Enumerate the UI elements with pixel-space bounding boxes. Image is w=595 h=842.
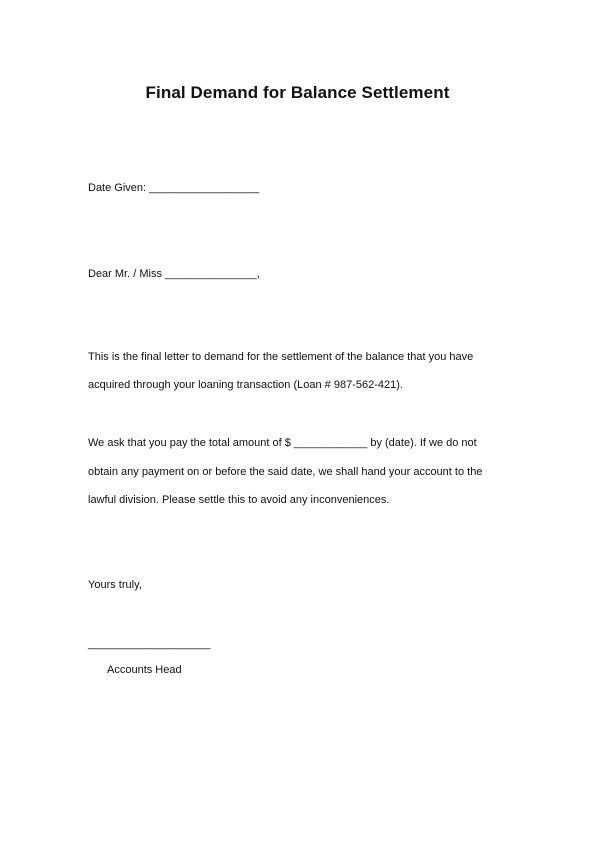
paragraph2-line-2: obtain any payment on or before the said date, we shall hand your account to the <box>88 466 483 478</box>
closing-line: Yours truly, <box>88 579 142 591</box>
paragraph2-line-3: lawful division. Please settle this to avoid any inconveniences. <box>88 494 390 506</box>
paragraph2-line-1: We ask that you pay the total amount of $ ____________ by (date). If we do not <box>88 437 477 449</box>
date-given-line: Date Given: __________________ <box>88 182 260 194</box>
document-title: Final Demand for Balance Settlement <box>145 83 450 102</box>
paragraph1-line-1: This is the final letter to demand for the settlement of the balance that you have <box>88 351 474 363</box>
salutation-line: Dear Mr. / Miss _______________, <box>88 268 260 280</box>
signature-line: ____________________ <box>88 638 211 650</box>
signatory-title: Accounts Head <box>107 664 182 676</box>
paragraph1-line-2: acquired through your loaning transaction (Loan # 987-562-421). <box>88 379 403 391</box>
